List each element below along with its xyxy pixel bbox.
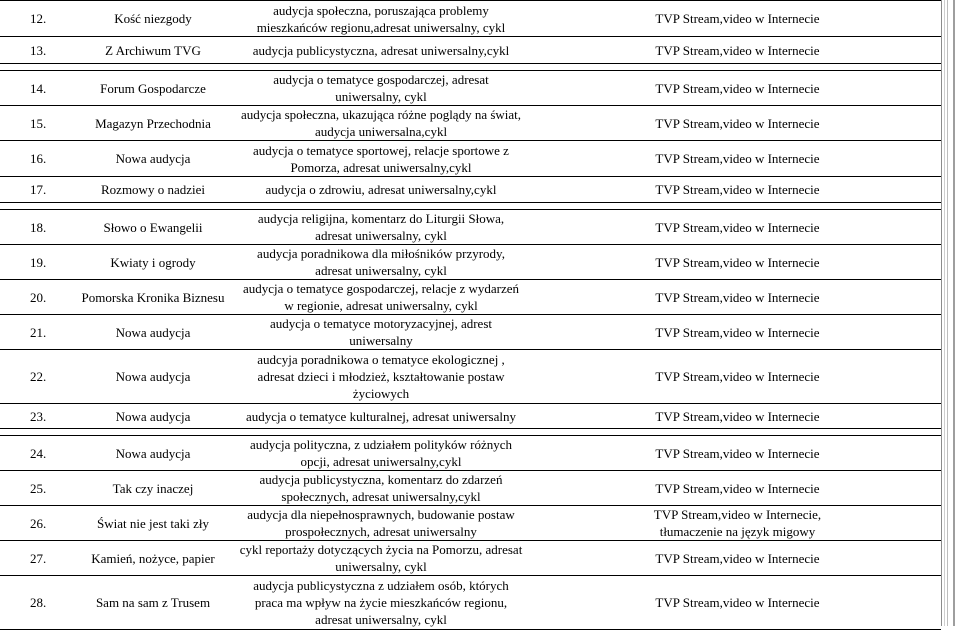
row-number: 21.: [0, 315, 78, 350]
row-number: 17.: [0, 177, 78, 203]
table-row: [0, 106, 941, 141]
row-number: 16.: [0, 141, 78, 177]
program-title: Pomorska Kronika Biznesu: [78, 280, 228, 315]
table-row: [0, 436, 941, 471]
program-title: Kamień, nożyce, papier: [78, 541, 228, 576]
row-number: 25.: [0, 471, 78, 506]
table-row: [0, 280, 941, 315]
program-description: audycja społeczna, ukazująca różne poglądy na świat, audycja uniwersalna,cykl: [228, 106, 534, 141]
row-spacer: [0, 64, 941, 71]
program-description: cykl reportaży dotyczących życia na Pomorzu, adresat uniwersalny, cykl: [228, 541, 534, 576]
table-row: [0, 1, 941, 37]
distribution-channel: TVP Stream,video w Internecie: [534, 576, 941, 630]
row-number: 15.: [0, 106, 78, 141]
program-description: audycja o tematyce gospodarczej, adresat uniwersalny, cykl: [228, 71, 534, 106]
row-number: 13.: [0, 37, 78, 64]
program-description: audycja o tematyce sportowej, relacje sportowe z Pomorza, adresat uniwersalny,cykl: [228, 141, 534, 177]
program-title: Sam na sam z Trusem: [78, 576, 228, 630]
row-number: 19.: [0, 245, 78, 280]
row-number: 20.: [0, 280, 78, 315]
distribution-channel: TVP Stream,video w Internecie: [534, 210, 941, 245]
program-title: Nowa audycja: [78, 404, 228, 429]
distribution-channel: TVP Stream,video w Internecie: [534, 350, 941, 404]
table-row: [0, 471, 941, 506]
distribution-channel: TVP Stream,video w Internecie: [534, 315, 941, 350]
page-edge-line: [947, 0, 948, 626]
program-description: audycja publicystyczna, adresat uniwersalny,cykl: [228, 37, 534, 64]
program-description: audycja społeczna, poruszająca problemy mieszkańców regionu,adresat uniwersalny, cykl: [228, 1, 534, 37]
row-number: 24.: [0, 436, 78, 471]
table-row: [0, 576, 941, 630]
table-row: [0, 541, 941, 576]
distribution-channel: TVP Stream,video w Internecie, tłumaczenie na język migowy: [534, 506, 941, 541]
table-row: [0, 245, 941, 280]
distribution-channel: TVP Stream,video w Internecie: [534, 106, 941, 141]
row-number: 28.: [0, 576, 78, 630]
page-edge-line: [944, 0, 945, 626]
program-description: audycja o tematyce motoryzacyjnej, adrest uniwersalny: [228, 315, 534, 350]
program-description: audycja poradnikowa dla miłośników przyrody, adresat uniwersalny, cykl: [228, 245, 534, 280]
program-title: Kwiaty i ogrody: [78, 245, 228, 280]
table-row: [0, 37, 941, 64]
program-title: Forum Gospodarcze: [78, 71, 228, 106]
distribution-channel: TVP Stream,video w Internecie: [534, 177, 941, 203]
program-title: Kość niezgody: [78, 1, 228, 37]
table-row: [0, 506, 941, 541]
table-row: [0, 177, 941, 203]
program-title: Nowa audycja: [78, 436, 228, 471]
program-title: Z Archiwum TVG: [78, 37, 228, 64]
program-title: Magazyn Przechodnia: [78, 106, 228, 141]
program-description: audycja publicystyczna z udziałem osób, których praca ma wpływ na życie mieszkańców regionu, adresat uniwersalny, cykl: [228, 576, 534, 630]
page-edge-line: [941, 0, 942, 626]
table-row: [0, 141, 941, 177]
program-title: Nowa audycja: [78, 141, 228, 177]
distribution-channel: TVP Stream,video w Internecie: [534, 245, 941, 280]
row-number: 23.: [0, 404, 78, 429]
distribution-channel: TVP Stream,video w Internecie: [534, 471, 941, 506]
distribution-channel: TVP Stream,video w Internecie: [534, 1, 941, 37]
row-number: 27.: [0, 541, 78, 576]
row-spacer: [0, 203, 941, 210]
program-title: Słowo o Ewangelii: [78, 210, 228, 245]
table-row: [0, 404, 941, 429]
program-description: audycja o tematyce gospodarczej, relacje z wydarzeń w regionie, adresat uniwersalny, cykl: [228, 280, 534, 315]
distribution-channel: TVP Stream,video w Internecie: [534, 280, 941, 315]
page-edge-line: [953, 0, 955, 626]
program-title: Nowa audycja: [78, 315, 228, 350]
program-title: Nowa audycja: [78, 350, 228, 404]
table-row: [0, 315, 941, 350]
table-row: [0, 350, 941, 404]
program-title: Rozmowy o nadziei: [78, 177, 228, 203]
program-description: audcyja poradnikowa o tematyce ekologicznej , adresat dzieci i młodzież, kształtowanie postaw życiowych: [228, 350, 534, 404]
row-number: 14.: [0, 71, 78, 106]
distribution-channel: TVP Stream,video w Internecie: [534, 541, 941, 576]
program-description: audycja publicystyczna, komentarz do zdarzeń społecznych, adresat uniwersalny,cykl: [228, 471, 534, 506]
distribution-channel: TVP Stream,video w Internecie: [534, 71, 941, 106]
program-description: audycja o tematyce kulturalnej, adresat uniwersalny: [228, 404, 534, 429]
program-description: audycja dla niepełnosprawnych, budowanie postaw prospołecznych, adresat uniwersalny: [228, 506, 534, 541]
row-number: 26.: [0, 506, 78, 541]
row-number: 22.: [0, 350, 78, 404]
distribution-channel: TVP Stream,video w Internecie: [534, 141, 941, 177]
row-spacer: [0, 429, 941, 436]
table-row: [0, 210, 941, 245]
program-description: audycja o zdrowiu, adresat uniwersalny,cykl: [228, 177, 534, 203]
program-description: audycja religijna, komentarz do Liturgii Słowa, adresat uniwersalny, cykl: [228, 210, 534, 245]
distribution-channel: TVP Stream,video w Internecie: [534, 436, 941, 471]
distribution-channel: TVP Stream,video w Internecie: [534, 404, 941, 429]
table-row: [0, 71, 941, 106]
program-title: Tak czy inaczej: [78, 471, 228, 506]
program-title: Świat nie jest taki zły: [78, 506, 228, 541]
distribution-channel: TVP Stream,video w Internecie: [534, 37, 941, 64]
row-number: 18.: [0, 210, 78, 245]
program-description: audycja polityczna, z udziałem polityków różnych opcji, adresat uniwersalny,cykl: [228, 436, 534, 471]
row-number: 12.: [0, 1, 78, 37]
